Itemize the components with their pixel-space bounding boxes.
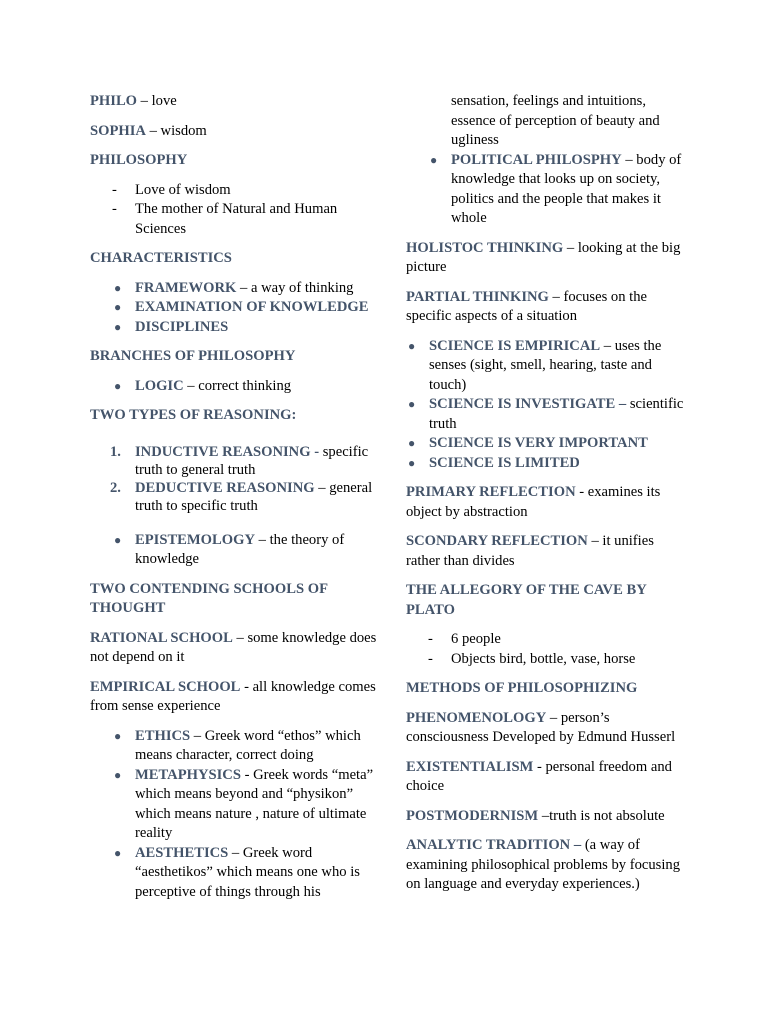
list-item: - Love of wisdom	[90, 181, 380, 201]
allegory-list	[406, 630, 686, 669]
list-item: - 6 people	[406, 630, 686, 650]
characteristics-list	[90, 279, 380, 338]
list-item: ● FRAMEWORK – a way of thinking	[90, 279, 380, 299]
list-item: - Objects bird, bottle, vase, horse	[406, 650, 686, 670]
bullet-icon: ●	[408, 397, 416, 411]
rational-school: RATIONAL SCHOOL – some knowledge does not depend on it	[90, 629, 377, 665]
logic-list	[90, 377, 380, 397]
empirical-school: EMPIRICAL SCHOOL - all knowledge comes from sense experience	[90, 678, 376, 714]
list-item: ● ETHICS – Greek word “ethos” which means character, correct doing	[114, 727, 361, 763]
list-item: 2. DEDUCTIVE REASONING – general truth to specific truth	[110, 479, 373, 514]
right-column	[406, 92, 686, 905]
bullet-icon: ●	[114, 728, 122, 743]
list-item: ● METAPHYSICS - Greek words “meta” which means beyond and “physikon” which means nature , nature of ultimate reality	[114, 766, 374, 841]
bullet-icon: ●	[408, 455, 416, 470]
philosophy-heading: PHILOSOPHY	[90, 152, 188, 168]
bullet-icon: ●	[114, 845, 122, 860]
list-item: ● LOGIC – correct thinking	[90, 377, 380, 397]
primary-reflection: PRIMARY REFLECTION - examines its object by abstraction	[406, 484, 661, 520]
list-item: ● DISCIPLINES	[90, 318, 380, 338]
dash-marker: -	[428, 650, 433, 667]
bullet-icon: ●	[114, 532, 122, 547]
analytic-tradition: ANALYTIC TRADITION – (a way of examining philosophical problems by focusing on language and everyday experiences.)	[406, 837, 680, 892]
bullet-icon: ●	[408, 436, 416, 450]
philosophy-list	[90, 181, 380, 240]
political-list	[406, 151, 686, 229]
list-item: ● AESTHETICS – Greek word “aesthetikos” which means one who is perceptive of things through his	[114, 844, 360, 900]
methods-heading: METHODS OF PHILOSOPHIZING	[406, 680, 638, 696]
branches-heading: BRANCHES OF PHILOSOPHY	[90, 348, 296, 364]
branches-list	[90, 727, 380, 903]
holistic-thinking: HOLISTOC THINKING – looking at the big picture	[406, 239, 681, 275]
list-item: ● EXAMINATION OF KNOWLEDGE	[90, 298, 380, 318]
bullet-icon: ●	[430, 152, 438, 167]
allegory-heading: THE ALLEGORY OF THE CAVE BY PLATO	[406, 582, 647, 618]
phenomenology: PHENOMENOLOGY – person’s consciousness Developed by Edmund Husserl	[406, 709, 676, 745]
list-item: 1. INDUCTIVE REASONING - specific truth to general truth	[110, 443, 369, 478]
epistemology-list	[90, 531, 380, 570]
science-list	[384, 337, 686, 474]
sophia-definition: SOPHIA – wisdom	[90, 122, 207, 139]
bullet-icon: ●	[114, 767, 122, 782]
existentialism: EXISTENTIALISM - personal freedom and choice	[406, 758, 672, 794]
dash-marker: -	[112, 201, 117, 217]
bullet-icon: ●	[114, 300, 122, 314]
bullet-icon: ●	[114, 319, 122, 334]
dash-marker: -	[112, 181, 117, 198]
list-item: ● POLITICAL PHILOSPHY – body of knowledge that looks up on society, politics and the people that makes it whole	[430, 151, 682, 226]
list-item: ● SCIENCE IS INVESTIGATE – scientific truth	[408, 396, 684, 432]
reasoning-heading: TWO TYPES OF REASONING:	[90, 407, 297, 423]
bullet-icon: ●	[114, 378, 122, 393]
list-item: ● SCIENCE IS EMPIRICAL – uses the senses (sight, smell, hearing, taste and touch)	[408, 337, 662, 393]
partial-thinking: PARTIAL THINKING – focuses on the specific aspects of a situation	[406, 288, 647, 324]
list-item: ● SCIENCE IS VERY IMPORTANT	[384, 434, 686, 454]
schools-heading: TWO CONTENDING SCHOOLS OF THOUGHT	[90, 580, 328, 616]
dash-marker: -	[428, 631, 433, 647]
secondary-reflection: SCONDARY REFLECTION – it unifies rather than divides	[406, 533, 654, 569]
list-item: ● SCIENCE IS LIMITED	[384, 454, 686, 474]
list-item: - The mother of Natural and Human Sciences	[112, 201, 338, 237]
characteristics-heading: CHARACTERISTICS	[90, 250, 232, 266]
philo-definition: PHILO – love	[90, 93, 177, 109]
bullet-icon: ●	[114, 280, 122, 295]
left-column	[90, 92, 380, 902]
aesthetics-continuation: sensation, feelings and intuitions, essence of perception of beauty and ugliness	[451, 93, 660, 148]
list-item: ● EPISTEMOLOGY – the theory of knowledge	[114, 531, 345, 567]
postmodernism: POSTMODERNISM –truth is not absolute	[406, 807, 665, 824]
bullet-icon: ●	[408, 338, 416, 353]
reasoning-list	[90, 443, 380, 515]
